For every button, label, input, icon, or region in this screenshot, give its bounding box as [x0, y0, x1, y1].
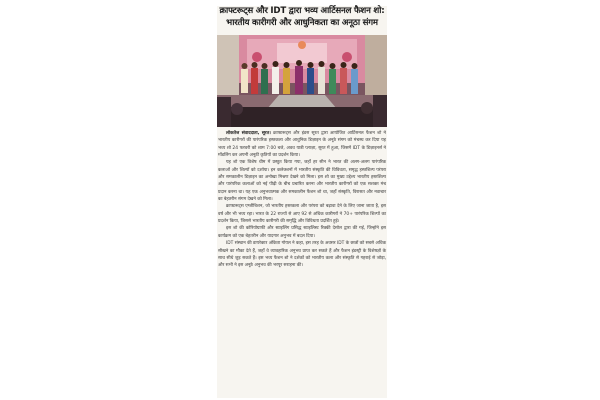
article-headline: क्राफ्टरूट्स और IDT द्वारा भव्य आर्टिसनल फैशन शो: भारतीय कारीगरी और आधुनिकता का अनूठा संगम — [219, 6, 385, 28]
paragraph-1: लोकतेज संवाददाता, सूरत। क्राफ्टरूट्स और इंडस सूरत द्वारा आयोजित आर्टिसनल फैशन शो ने भारतीय कारीगरों की पारंपरिक हस्तकला और आधुनिक डिज़ाइन के अनूठे संगम को मंचस्थ कर दिया यह भव्य शो 24 फरवरी को शाम 7:00 बजे, अवध यात्री प्लाज़ा, सूरत में हुआ, जिसमें IDT के डिज़ाइनर्स ने मॉडलिंग कर अपनी अनूठी कृतियों का प्रदर्शन किया। — [218, 131, 386, 159]
fashion-show-photo — [217, 35, 387, 127]
paragraph-3: क्राफ्टरूट्स एग्जीबिशन, जो भारतीय हस्तकला और परंपरा को बढ़ावा देने के लिए जाना जाता है, इस वर्ष और भी भव्य रहा। भारत के 22 राज्यों से आए 92 से अधिक कारीगरों ने 70+ पारंपरिक शिल्पों का प्रदर्शन किया, जिससे भारतीय कारीगरी की समृद्धि और विविधता प्रदर्शित हुई। — [218, 204, 386, 225]
paragraph-5: IDT संस्थान की डायरेक्टर अंकिता गोयल ने कहा, इस तरह के अवसर IDT के छात्रों को सबसे अधिक सीखने का मौका देते हैं, जहाँ वे व्यावहारिक अनुभव प्राप्त कर सकते हैं और फैशन इंडस्ट्री के विशेषज्ञों के साथ सीधे जुड़ सकते हैं। इस भव्य फैशन शो ने दर्शकों को भारतीय कला और संस्कृति से गहराई से जोड़ा, और सभी ने इस अनूठे अनुभव की भरपूर सराहना की। — [218, 241, 386, 269]
paragraph-4: इस शो की कोरियोग्राफी और स्टाइलिंग प्रसिद्ध स्टाइलिस्ट रिक्की देसोल द्वारा की गई, जिन्होंने इस कार्यक्रम को एक बेहतरीन और यादगार अनुभव में बदल दिया। — [218, 226, 386, 239]
newspaper-clipping — [217, 6, 387, 398]
stage-image — [217, 35, 387, 127]
article-body — [218, 130, 386, 270]
paragraph-2: यह शो एक विशेष थीम में प्रस्तुत किया गया, जहाँ हर सीन ने भारत की अलग-अलग पारंपरिक कलाओं और शिल्पों को दर्शाया। इन कलेक्शनों में भारतीय संस्कृति की विविधता, समृद्ध हस्तशिल्प परंपरा और समकालीन डिज़ाइन का अनोखा मिश्रण देखने को मिला। इस शो का मुख्य उद्देश्य भारतीय हस्तशिल्प और पारंपरिक कलाओं को नई पीढ़ी के बीच प्रचारित करना और भारतीय कारीगरों को एक सशक्त मंच प्रदान करना था। यह एक अनुभवात्मक और समकालीन फैशन शो था, जहाँ संस्कृति, विरासत और नवाचार का बेहतरीन संगम देखने को मिला। — [218, 160, 386, 203]
dateline: लोकतेज संवाददाता, सूरत। — [226, 131, 271, 136]
